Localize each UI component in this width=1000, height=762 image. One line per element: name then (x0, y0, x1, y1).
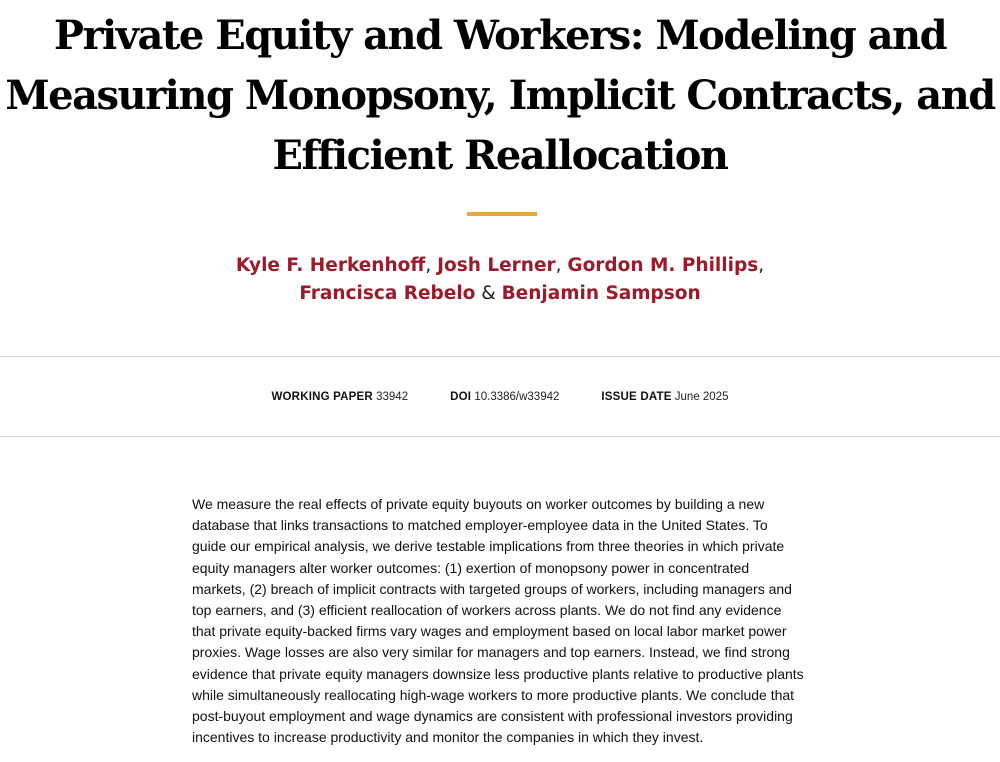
author-separator: , (425, 255, 438, 276)
abstract-line: proxies. Wage losses are also very similar for managers and top earners. Instead, we find strong (192, 644, 790, 661)
working-paper-meta (271, 391, 408, 403)
author-link[interactable]: Benjamin Sampson (501, 283, 701, 304)
author-link[interactable]: Josh Lerner (437, 255, 556, 276)
abstract-line: guide our empirical analysis, we derive testable implications from three theories in which private (192, 538, 785, 555)
author-separator: , (555, 255, 568, 276)
abstract-text (192, 494, 820, 748)
issue-date-value: June 2025 (674, 390, 729, 403)
author-link[interactable]: Gordon M. Phillips (567, 255, 759, 276)
doi-label: DOI (450, 390, 472, 403)
author-link[interactable]: Francisca Rebelo (299, 283, 476, 304)
issue-date-meta (601, 391, 728, 403)
abstract-line: evidence that private equity managers downsize less productive plants relative to productive plants (192, 665, 804, 682)
author-link[interactable]: Kyle F. Herkenhoff (235, 255, 426, 276)
working-paper-label: WORKING PAPER (271, 390, 373, 403)
abstract-line: while simultaneously reallocating high-wage workers to more productive plants. We conclude that (192, 686, 795, 703)
working-paper-number: 33942 (376, 390, 409, 403)
abstract-line: incentives to increase productivity and monitor the companies in which they invest. (192, 729, 704, 746)
title-divider (467, 212, 537, 216)
author-separator: , (758, 255, 765, 276)
author-list (0, 252, 1000, 308)
doi-meta (450, 391, 559, 403)
abstract-line: post-buyout employment and wage dynamics are consistent with professional investors providing (192, 708, 793, 725)
paper-metadata-bar (0, 356, 1000, 437)
abstract-line: database that links transactions to matched employer-employee data in the United States. To (192, 517, 768, 534)
abstract-line: that private equity-backed firms vary wages and employment based on local labor market power (192, 623, 787, 640)
author-separator: & (475, 283, 502, 304)
abstract-line: top earners, and (3) efficient reallocation of workers across plants. We do not find any evidence (192, 602, 782, 619)
doi-value[interactable]: 10.3386/w33942 (474, 390, 560, 403)
abstract-line: We measure the real effects of private equity buyouts on worker outcomes by building a new (192, 496, 765, 512)
paper-title: Private Equity and Workers: Modeling and Measuring Monopsony, Implicit Contracts, and Efficient Reallocation (5, 12, 995, 179)
issue-date-label: ISSUE DATE (601, 390, 672, 403)
abstract-line: equity managers alter worker outcomes: (1) exertion of monopsony power in concentrated (192, 559, 750, 576)
abstract-line: markets, (2) breach of implicit contracts with targeted groups of workers, including managers and (192, 580, 792, 597)
